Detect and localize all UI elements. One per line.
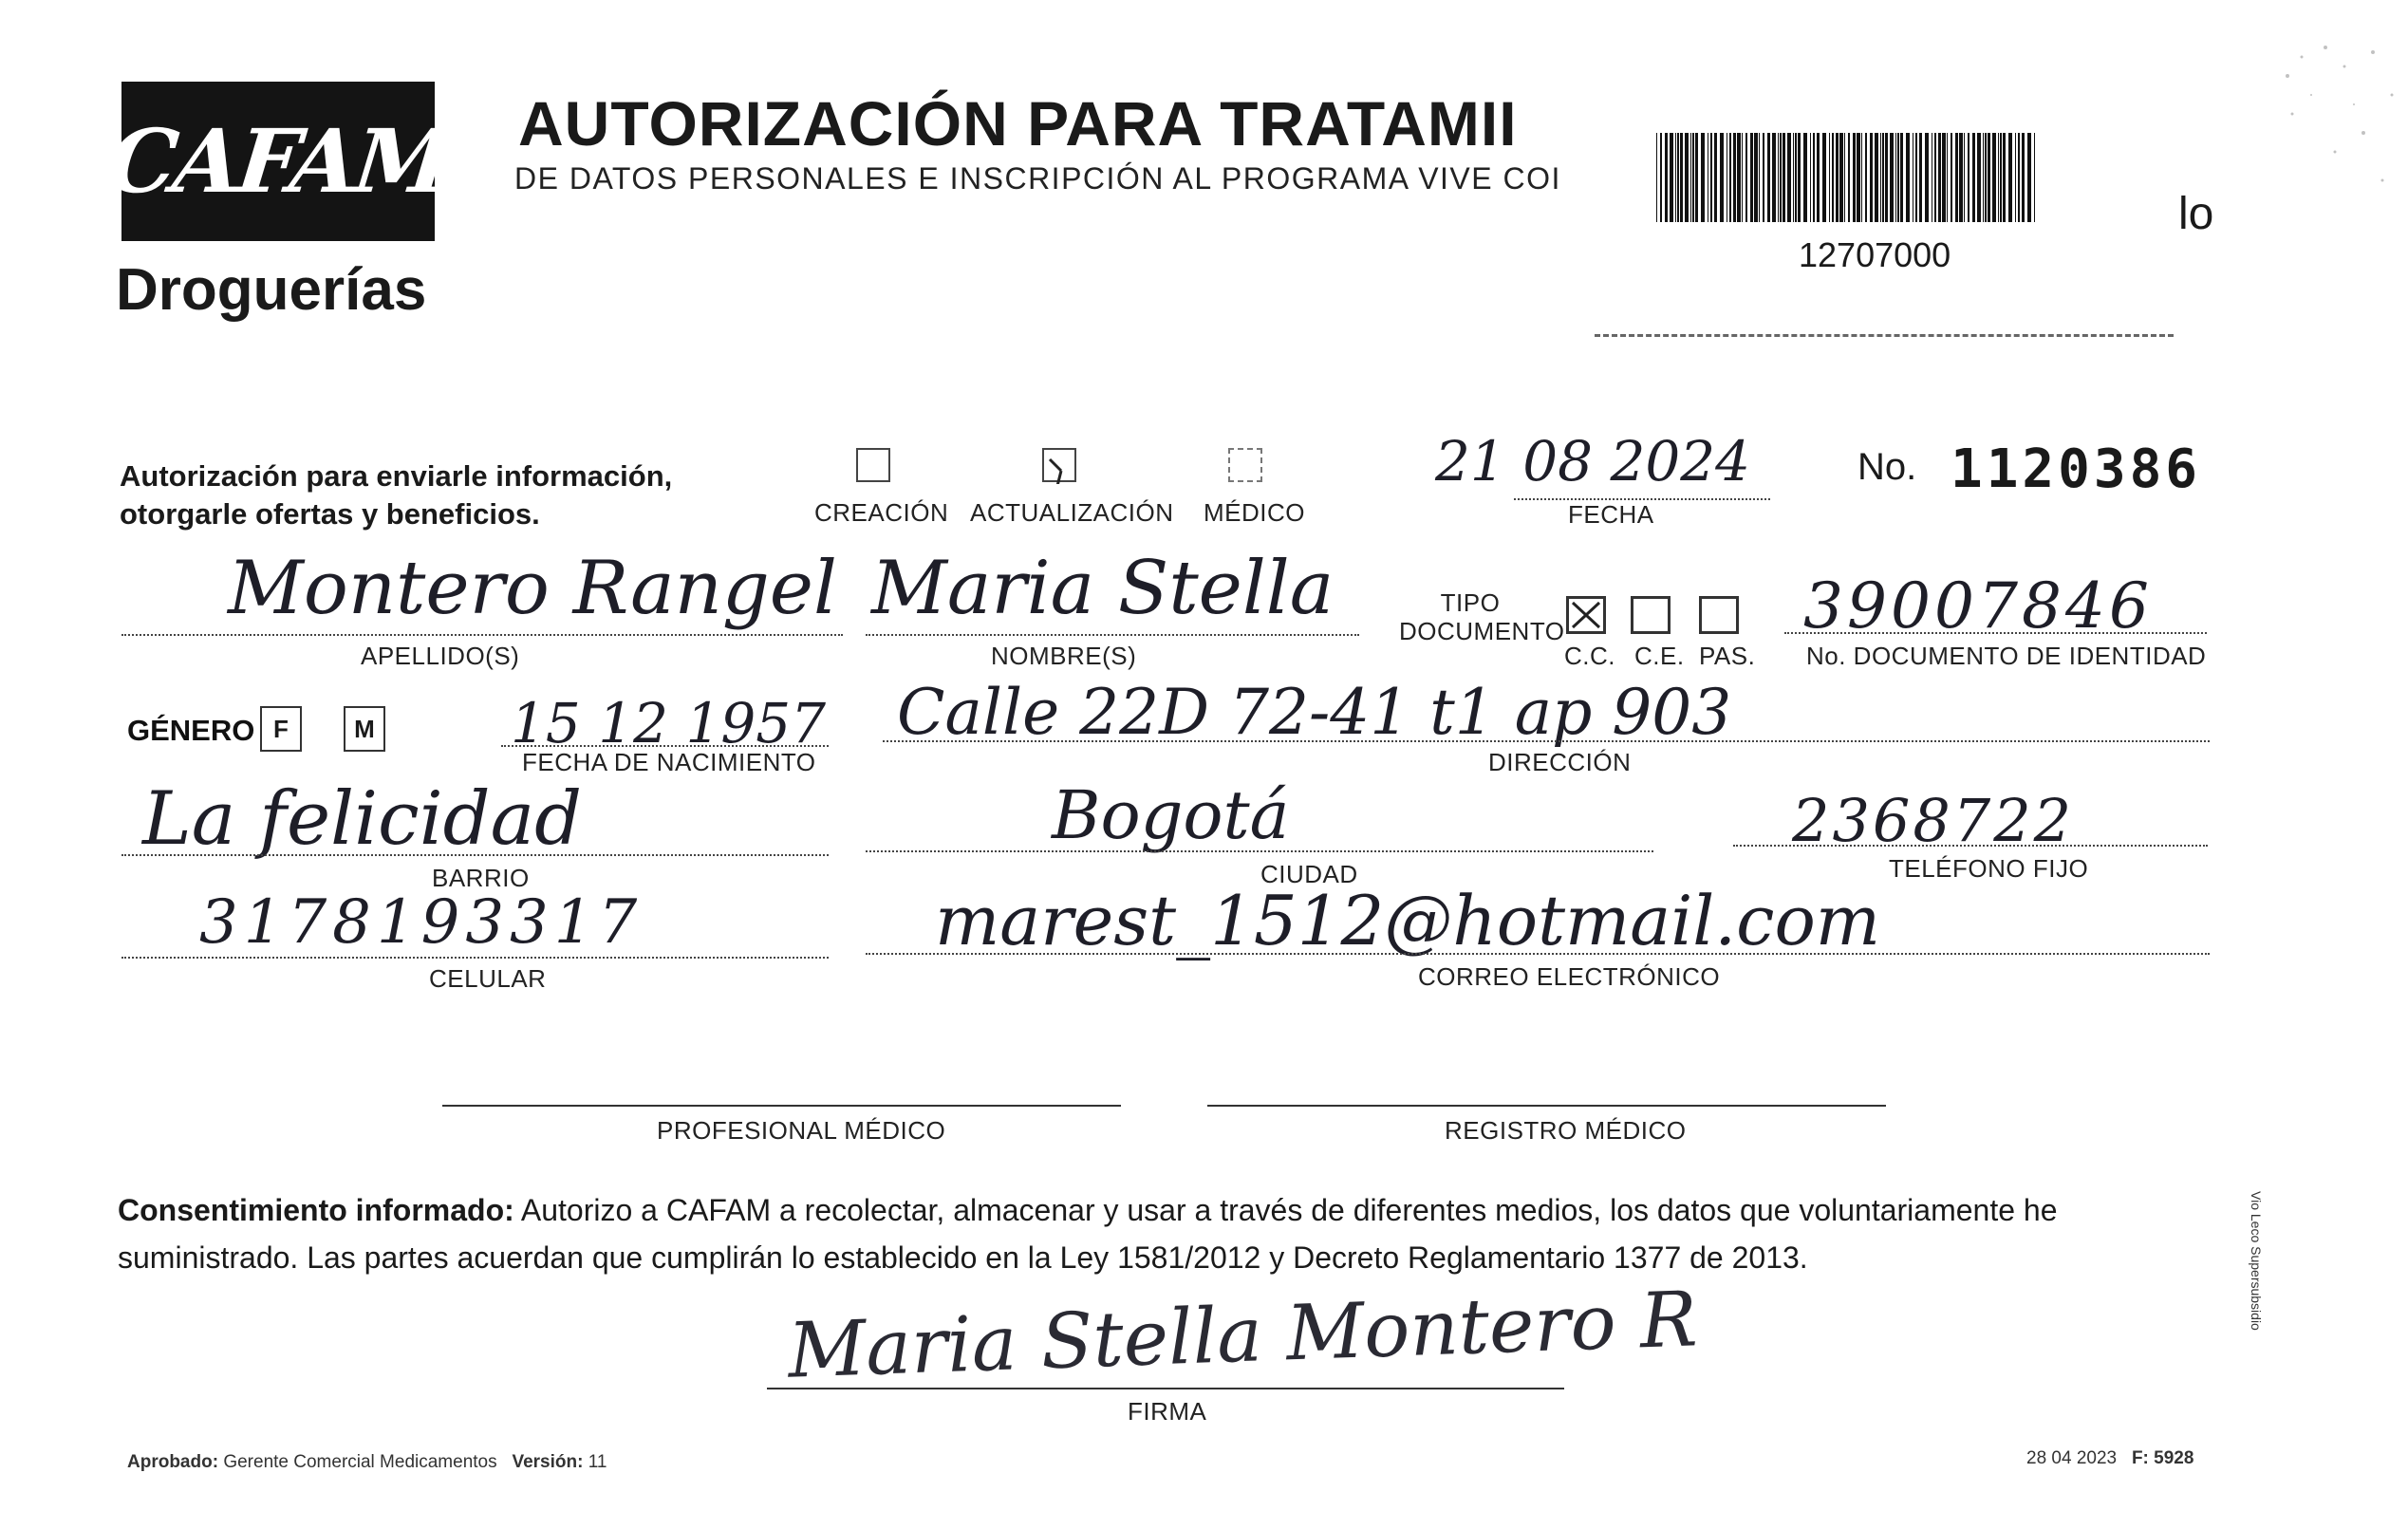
- checkbox-pas[interactable]: [1699, 596, 1739, 634]
- barcode-bar: [1915, 133, 1917, 222]
- nombres-label: NOMBRE(S): [991, 642, 1137, 670]
- barcode-bar: [2034, 133, 2035, 222]
- barcode-bar: [1660, 133, 1662, 222]
- barcode-bar: [1680, 133, 1683, 222]
- barcode-bar: [1778, 133, 1779, 222]
- firma-line: [767, 1388, 1564, 1389]
- barcode-bar: [1754, 133, 1758, 222]
- form-title: AUTORIZACIÓN PARA TRATAMII: [518, 88, 1518, 158]
- nacimiento-value: 15 12 1957: [511, 691, 827, 755]
- barcode-bar: [1900, 133, 1903, 222]
- celular-value: 3178193317: [199, 887, 644, 958]
- barrio-label: BARRIO: [432, 864, 530, 892]
- barcode-bar: [1977, 133, 1981, 222]
- barcode-bar: [1817, 133, 1820, 222]
- barcode-bar: [2027, 133, 2031, 222]
- corner-text: lo: [2178, 189, 2214, 239]
- barcode-bar: [1803, 133, 1807, 222]
- barcode-bar: [1983, 133, 1984, 222]
- barcode-number: 12707000: [1799, 235, 1951, 274]
- authorization-text: Autorización para enviarle información, otorgarle ofertas y beneficios.: [120, 459, 673, 531]
- checkbox-medico[interactable]: [1228, 448, 1262, 482]
- label-cc: C.C.: [1564, 642, 1615, 670]
- version-value: 11: [588, 1452, 607, 1472]
- barcode-bar: [1925, 133, 1929, 222]
- barcode-bar: [1880, 133, 1881, 222]
- header-dashed-line: [1595, 334, 2174, 337]
- barcode-bar: [1959, 133, 1963, 222]
- barcode-bar: [2008, 133, 2012, 222]
- registro-line: [1207, 1105, 1886, 1107]
- ciudad-line: [866, 850, 1653, 852]
- barcode-bar: [1906, 133, 1910, 222]
- barcode-bar: [1882, 133, 1884, 222]
- barcode-bar: [1656, 133, 1657, 222]
- barcode-bar: [1844, 133, 1845, 222]
- footer-form-code: F: 5928: [2131, 1448, 2194, 1468]
- correo-label: CORREO ELECTRÓNICO: [1418, 962, 1721, 991]
- correo-value: marest_1512@hotmail.com: [935, 881, 1881, 960]
- stamp-smudge: [2268, 19, 2401, 209]
- barcode-bar: [1968, 133, 1969, 222]
- barcode-bar: [2003, 133, 2006, 222]
- correo-line: [866, 953, 2210, 955]
- barcode-bar: [1772, 133, 1776, 222]
- nombres-value: Maria Stella: [871, 546, 1335, 631]
- barcode-bar: [1742, 133, 1743, 222]
- barcode-bar: [1853, 133, 1856, 222]
- genero-label: GÉNERO: [127, 714, 255, 747]
- ciudad-value: Bogotá: [1052, 776, 1290, 854]
- barcode-bar: [1793, 133, 1794, 222]
- barcode-bar: [1955, 133, 1958, 222]
- barcode-bar: [1897, 133, 1899, 222]
- genero-f-box[interactable]: F: [260, 706, 302, 752]
- direccion-line: [883, 740, 2210, 742]
- barcode-bar: [1701, 133, 1705, 222]
- barcode-bar: [1947, 133, 1948, 222]
- barcode-bar: [1998, 133, 1999, 222]
- barcode-bar: [1675, 133, 1676, 222]
- barcode-bar: [1822, 133, 1826, 222]
- barcode-bar: [1895, 133, 1896, 222]
- documento-label: No. DOCUMENTO DE IDENTIDAD: [1806, 642, 2207, 670]
- barcode-bar: [1861, 133, 1862, 222]
- date-value: 21 08 2024: [1435, 429, 1751, 494]
- check-x-icon: [1569, 599, 1603, 631]
- direccion-value: Calle 22D 72-41 t1 ap 903: [897, 676, 1732, 749]
- barcode: [1656, 133, 2041, 222]
- barcode-bar: [1720, 133, 1724, 222]
- barcode-bar: [1733, 133, 1736, 222]
- label-medico: MÉDICO: [1204, 498, 1305, 527]
- telefono-line: [1733, 845, 2208, 847]
- barcode-bar: [1885, 133, 1888, 222]
- label-actualizacion: ACTUALIZACIÓN: [970, 498, 1174, 527]
- aprobado-value: Gerente Comercial Medicamentos: [223, 1452, 497, 1472]
- barcode-bar: [1745, 133, 1747, 222]
- telefono-value: 2368722: [1792, 786, 2075, 855]
- barcode-bar: [1988, 133, 1990, 222]
- apellidos-label: APELLIDO(S): [361, 642, 520, 670]
- barcode-bar: [1875, 133, 1878, 222]
- barrio-value: La felicidad: [142, 776, 583, 862]
- barcode-bar: [2018, 133, 2020, 222]
- barcode-bar: [1695, 133, 1698, 222]
- barcode-bar: [1942, 133, 1946, 222]
- barcode-bar: [2000, 133, 2002, 222]
- barcode-bar: [1985, 133, 1987, 222]
- barcode-bar: [1690, 133, 1691, 222]
- barcode-bar: [1870, 133, 1873, 222]
- number-value: 1120386: [1951, 438, 2202, 500]
- barcode-bar: [1934, 133, 1936, 222]
- barcode-bar: [1710, 133, 1712, 222]
- barcode-bar: [1951, 133, 1952, 222]
- footer-date-code: 28 04 2023: [2026, 1448, 2118, 1468]
- side-vertical-text: Vio Leco Supersubsidio: [2249, 1191, 2264, 1331]
- telefono-label: TELÉFONO FIJO: [1889, 854, 2089, 883]
- checkbox-ce[interactable]: [1631, 596, 1671, 634]
- label-ce: C.E.: [1634, 642, 1685, 670]
- checkbox-cc[interactable]: [1566, 596, 1606, 634]
- celular-line: [121, 957, 829, 959]
- nacimiento-label: FECHA DE NACIMIENTO: [522, 748, 816, 776]
- barcode-bar: [1783, 133, 1785, 222]
- aprobado-label: Aprobado:: [127, 1452, 219, 1472]
- barcode-bar: [1685, 133, 1689, 222]
- barcode-bar: [1810, 133, 1811, 222]
- barcode-bar: [1729, 133, 1731, 222]
- barcode-bar: [1857, 133, 1860, 222]
- consent-bold: Consentimiento informado:: [118, 1193, 514, 1227]
- consent-paragraph: [118, 1186, 2234, 1281]
- barcode-bar: [1677, 133, 1679, 222]
- logo-text: CAFAM: [103, 110, 454, 213]
- barcode-bar: [1692, 133, 1694, 222]
- nacimiento-line: [501, 745, 829, 747]
- celular-label: CELULAR: [429, 964, 547, 993]
- barcode-bar: [1839, 133, 1843, 222]
- profesional-line: [442, 1105, 1121, 1107]
- barcode-bar: [1890, 133, 1894, 222]
- direccion-label: DIRECCIÓN: [1488, 748, 1632, 776]
- barcode-bar: [1780, 133, 1782, 222]
- check-mark-icon: [1044, 450, 1078, 484]
- barcode-bar: [1763, 133, 1764, 222]
- barcode-bar: [2015, 133, 2016, 222]
- brand-subtitle: Droguerías: [116, 257, 427, 323]
- barcode-bar: [1865, 133, 1867, 222]
- ciudad-label: CIUDAD: [1260, 860, 1358, 888]
- apellidos-value: Montero Rangel: [228, 546, 837, 631]
- barcode-bar: [1836, 133, 1839, 222]
- barrio-line: [121, 854, 829, 856]
- checkbox-creacion[interactable]: [856, 448, 890, 482]
- barcode-bar: [1798, 133, 1801, 222]
- barcode-bar: [2022, 133, 2025, 222]
- date-label: FECHA: [1568, 500, 1654, 529]
- consent-text: Autorizo a CAFAM a recolectar, almacenar y usar a través de diferentes medios, los datos que voluntariamente he suministrado. Las partes acuerdan que cumplirán lo establecido en la Ley 1581/2012 y Decreto Reglamentario 1377 de 2013.: [118, 1193, 2058, 1275]
- barcode-bar: [1964, 133, 1965, 222]
- barcode-bar: [1829, 133, 1830, 222]
- barcode-bar: [1972, 133, 1975, 222]
- barcode-bar: [1750, 133, 1753, 222]
- barcode-bar: [1714, 133, 1717, 222]
- genero-m-box[interactable]: M: [344, 706, 385, 752]
- barcode-bar: [1992, 133, 1996, 222]
- nombres-line: [866, 634, 1359, 636]
- cafam-logo: [103, 82, 454, 241]
- barcode-bar: [1759, 133, 1760, 222]
- barcode-bar: [1848, 133, 1850, 222]
- barcode-bar: [1832, 133, 1834, 222]
- version-label: Versión:: [512, 1452, 584, 1472]
- documento-line: [1784, 632, 2207, 634]
- profesional-label: PROFESIONAL MÉDICO: [657, 1116, 946, 1145]
- signature: Maria Stella Montero R: [786, 1275, 1699, 1395]
- barcode-bar: [1787, 133, 1791, 222]
- footer-approval: [127, 1452, 607, 1473]
- form-subtitle: DE DATOS PERSONALES E INSCRIPCIÓN AL PROGRAMA VIVE COI: [514, 161, 1561, 196]
- documento-value: 39007846: [1803, 569, 2153, 643]
- apellidos-line: [121, 634, 843, 636]
- barcode-bar: [1670, 133, 1673, 222]
- number-label: No.: [1857, 446, 1917, 488]
- barcode-bar: [1919, 133, 1922, 222]
- checkbox-actualizacion[interactable]: [1042, 448, 1076, 482]
- barcode-bar: [1938, 133, 1941, 222]
- barcode-bar: [1665, 133, 1668, 222]
- barcode-bar: [1767, 133, 1770, 222]
- barcode-bar: [1813, 133, 1815, 222]
- label-creacion: CREACIÓN: [814, 498, 949, 527]
- tipo-documento-label: TIPO DOCUMENTO: [1399, 588, 1565, 645]
- firma-label: FIRMA: [1128, 1397, 1207, 1426]
- footer-codes: [2026, 1448, 2193, 1469]
- label-pas: PAS.: [1699, 642, 1756, 670]
- registro-label: REGISTRO MÉDICO: [1445, 1116, 1687, 1145]
- barcode-bar: [1795, 133, 1797, 222]
- barcode-bar: [1737, 133, 1741, 222]
